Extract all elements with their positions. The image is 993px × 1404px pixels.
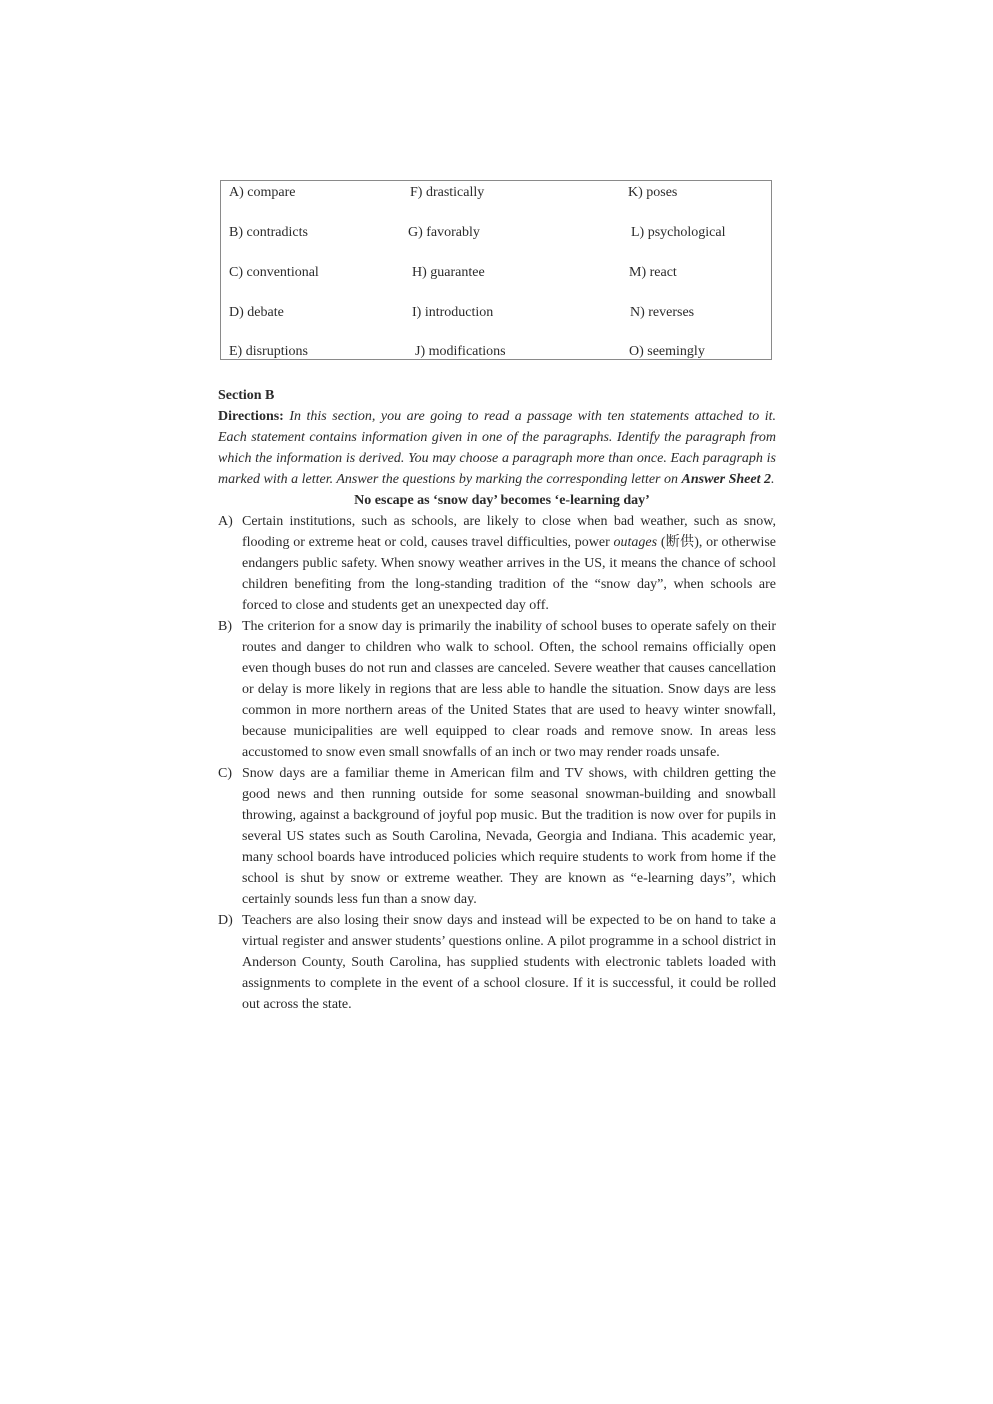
passage-title: No escape as ‘snow day’ becomes ‘e-learning day’ [354, 493, 650, 508]
word-option-c: C) conventional [229, 265, 319, 280]
paragraph-text: The criterion for a snow day is primarily the inability of school buses to operate safely on their routes and danger to children who walk to school. Often, the school remains officially open even though buses do not run and classes are canceled. Severe weather that causes cancellation or delay is more likely in regions that are less able to handle the situation. Snow days are less common in more northern areas of the United States that are used to heavy winter snowfall, because municipalities are well equipped to clear roads and remove snow. In areas less accustomed to snow even small snowfalls of an inch or two may render roads unsafe. [242, 619, 776, 760]
answer-sheet-reference: Answer Sheet 2 [681, 472, 771, 487]
paragraph-letter: C) [218, 766, 232, 781]
word-option-g: G) favorably [408, 225, 480, 240]
directions-end: . [770, 472, 775, 487]
word-option-e: E) disruptions [229, 344, 308, 359]
paragraph-letter: B) [218, 619, 232, 634]
word-option-o: O) seemingly [629, 344, 705, 359]
word-option-i: I) introduction [412, 305, 494, 320]
word-option-j: J) modifications [415, 344, 506, 359]
glossed-term: outages [613, 535, 658, 550]
paragraph-b [218, 616, 776, 763]
paragraph-letter: D) [218, 913, 233, 928]
paragraph-a [218, 511, 776, 616]
word-bank-table [220, 180, 772, 360]
section-b [218, 385, 776, 1015]
word-option-n: N) reverses [630, 305, 695, 320]
directions-label: Directions: [218, 409, 284, 424]
word-option-d: D) debate [229, 305, 284, 320]
paragraph-c [218, 763, 776, 910]
word-option-m: M) react [629, 265, 677, 280]
paragraph-text-part: (断供), or otherwise endangers public safety. When snowy weather arrives in the US, it means the chance of school children benefiting from the long-standing tradition of the “snow day”, when schools are forced to close and students get an unexpected day off. [242, 535, 776, 613]
section-title: Section B [218, 388, 275, 403]
word-option-a: A) compare [229, 185, 296, 200]
word-option-k: K) poses [628, 185, 678, 200]
directions [218, 406, 776, 490]
word-option-b: B) contradicts [229, 225, 308, 240]
word-option-l: L) psychological [631, 225, 726, 240]
word-option-h: H) guarantee [412, 265, 485, 280]
paragraph-text-part: Certain institutions, such as schools, are likely to close when bad weather, such as snow, flooding or extreme heat or cold, causes travel difficulties, power [242, 514, 776, 550]
paragraph-text: Teachers are also losing their snow days and instead will be expected to be on hand to take a virtual register and answer students’ questions online. A pilot programme in a school district in Anderson County, South Carolina, has supplied students with electronic tablets loaded with assignments to complete in the event of a school closure. If it is successful, it could be rolled out across the state. [242, 913, 776, 1012]
paragraph-text: Snow days are a familiar theme in American film and TV shows, with children getting the good news and then running outside for some seasonal snowman-building and snowball throwing, against a background of joyful pop music. But the tradition is now over for pupils in several US states such as South Carolina, Nevada, Georgia and Indiana. This academic year, many school boards have introduced policies which require students to work from home if the school is shut by snow or extreme weather. They are known as “e-learning days”, which certainly sounds less fun than a snow day. [242, 766, 776, 907]
paragraph-d [218, 910, 776, 1015]
directions-text: In this section, you are going to read a passage with ten statements attached to it. Each statement contains information given in one of the paragraphs. Identify the paragraph from which the information is derived. You may choose a paragraph more than once. Each paragraph is marked with a letter. Answer the questions by marking the corresponding letter on [218, 409, 777, 487]
word-option-f: F) drastically [410, 185, 485, 200]
paragraph-text [242, 514, 776, 613]
paragraph-letter: A) [218, 514, 233, 529]
